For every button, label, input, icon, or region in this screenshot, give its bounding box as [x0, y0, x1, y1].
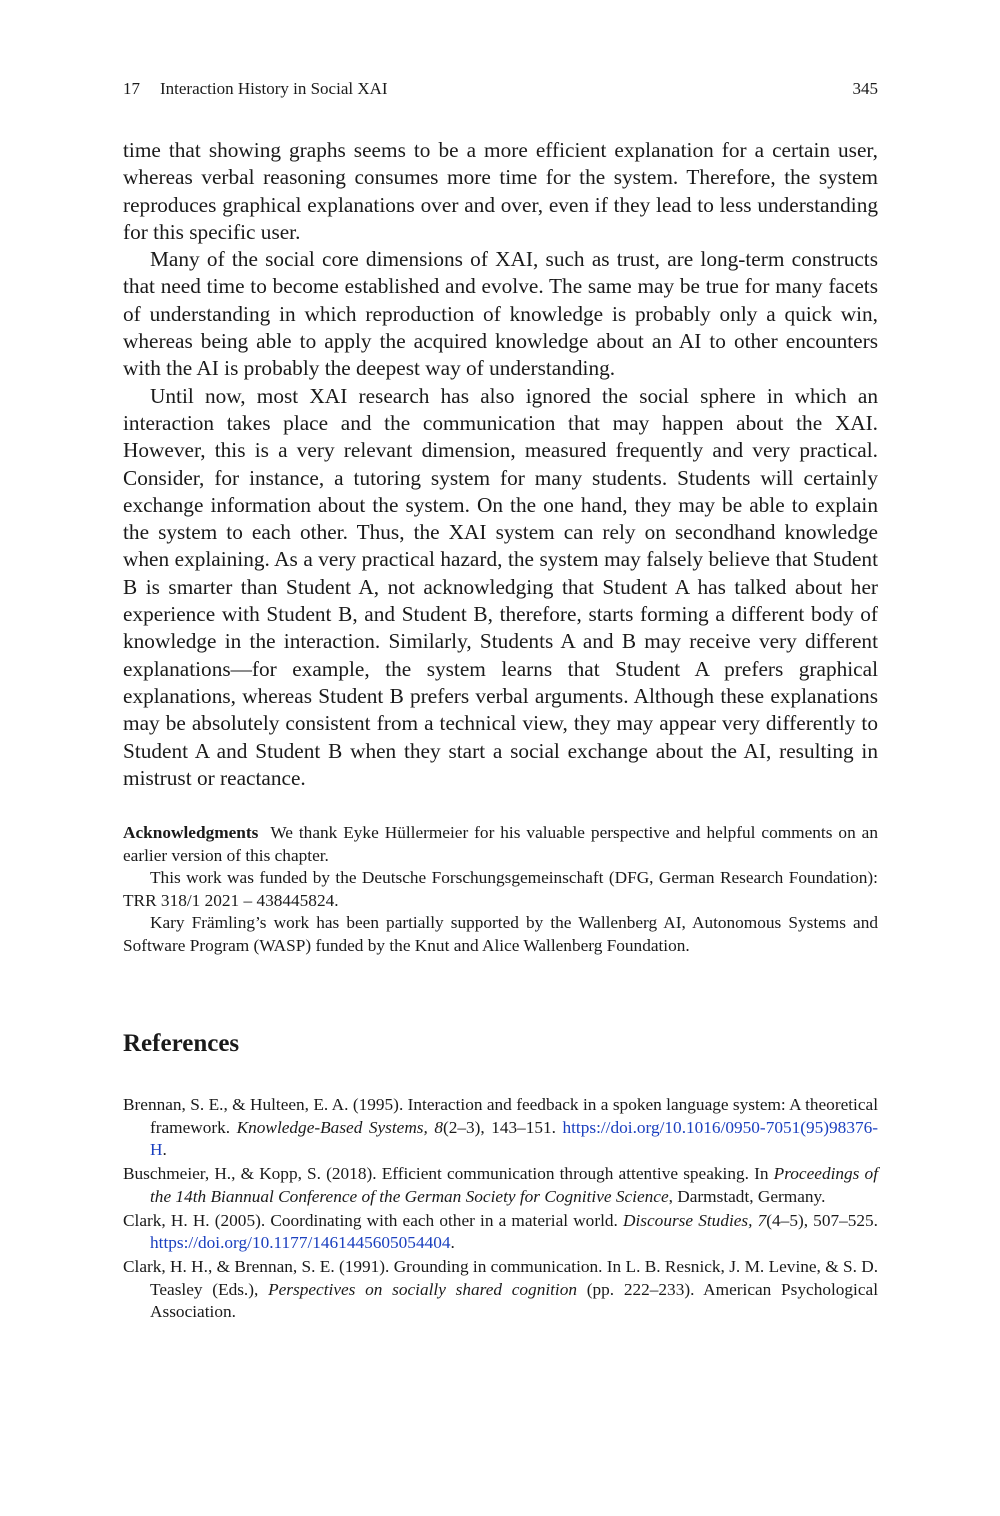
reference-item: [123, 1094, 878, 1162]
chapter-title: Interaction History in Social XAI: [160, 79, 388, 98]
reference-item: [123, 1256, 878, 1324]
reference-list: [123, 1094, 878, 1325]
body-paragraph: Many of the social core dimensions of XAI, such as trust, are long-term constructs that need time to become established and evolve. The same may be true for many facets of understanding in which reproduction of knowledge is probably only a quick win, whereas being able to apply the acquired knowledge about an AI to other encounters with the AI is probably the deepest way of understanding.: [123, 247, 878, 381]
references-heading: References: [123, 1030, 240, 1057]
funding-paragraph: Kary Främling’s work has been partially supported by the Wallenberg AI, Autonomous Systems and Software Program (WASP) funded by the Knut and Alice Wallenberg Foundation.: [123, 913, 878, 955]
reference-end: .: [162, 1140, 167, 1160]
body-paragraph: Until now, most XAI research has also ignored the social sphere in which an interaction takes place and the communication that may happen about the XAI. However, this is a very relevant dimension, measured frequently and very practical. Consider, for instance, a tutoring system for many students. Students will certainly exchange information about the system. On the one hand, they may be able to explain the system to each other. Thus, the XAI system can rely on secondhand knowledge when explaining. As a very practical hazard, the system may falsely believe that Student B is smarter than Student A, not acknowledging that Student A has talked about her experience with Student B, and Student B, therefore, starts forming a different body of knowledge in the interaction. Similarly, Students A and B may receive very different explanations—for example, the system learns that Student A prefers graphical explanations, whereas Student B prefers verbal arguments. Although these explanations may be absolutely consistent from a technical view, they may appear very differently to Student A and Student B when they start a social exchange about the AI, resulting in mistrust or reactance.: [123, 383, 878, 790]
running-header: [123, 79, 878, 103]
reference-authors-title: Brennan, S. E., & Hulteen, E. A. (1995). Interaction and feedback in a spoken language system: A theoretical framework.: [123, 1095, 878, 1137]
acknowledgments-paragraph: [123, 822, 878, 867]
reference-end: .: [450, 1233, 455, 1253]
doi-link[interactable]: https://doi.org/10.1177/1461445605054404: [150, 1233, 451, 1253]
body-paragraph: time that showing graphs seems to be a more efficient explanation for a certain user, whereas verbal reasoning consumes more time for the system. Therefore, the system reproduces graphical explanations over and over, even if they lead to less understanding for this specific user.: [123, 138, 878, 244]
reference-authors-title: Clark, H. H. (2005). Coordinating with each other in a material world.: [123, 1210, 623, 1230]
reference-journal: Proceedings of the 14th Biannual Conference of the German Society for Cognitive Science: [150, 1164, 878, 1206]
reference-details: (2–3), 143–151.: [442, 1117, 563, 1137]
page-number: 345: [852, 79, 878, 98]
reference-journal: Knowledge-Based Systems, 8: [236, 1117, 443, 1137]
acknowledgments-section: [123, 822, 878, 958]
chapter-number: 17: [123, 79, 140, 98]
reference-details: , Darmstadt, Germany.: [668, 1186, 826, 1206]
acknowledgments-heading: Acknowledgments: [123, 823, 259, 842]
reference-journal: Discourse Studies, 7: [623, 1210, 767, 1230]
reference-journal: Perspectives on socially shared cognition: [268, 1279, 578, 1299]
reference-authors-title: Clark, H. H., & Brennan, S. E. (1991). Grounding in communication. In L. B. Resnick, J. M. Levine, & S. D. Teasley (Eds.),: [123, 1257, 879, 1299]
funding-paragraph: This work was funded by the Deutsche Forschungsgemeinschaft (DFG, German Research Foundation): TRR 318/1 2021 – 438445824.: [123, 868, 878, 910]
reference-details: (4–5), 507–525.: [766, 1210, 878, 1230]
reference-item: [123, 1163, 878, 1208]
reference-item: [123, 1210, 878, 1255]
main-text: [123, 137, 878, 792]
acknowledgments-text: We thank Eyke Hüllermeier for his valuable perspective and helpful comments on an earlier version of this chapter.: [123, 823, 878, 865]
reference-details: (pp. 222–233). American Psychological Association.: [150, 1279, 878, 1322]
reference-authors-title: Buschmeier, H., & Kopp, S. (2018). Efficient communication through attentive speaking. In: [123, 1164, 774, 1184]
doi-link[interactable]: https://doi.org/10.1016/0950-7051(95)98376-H: [150, 1117, 879, 1160]
